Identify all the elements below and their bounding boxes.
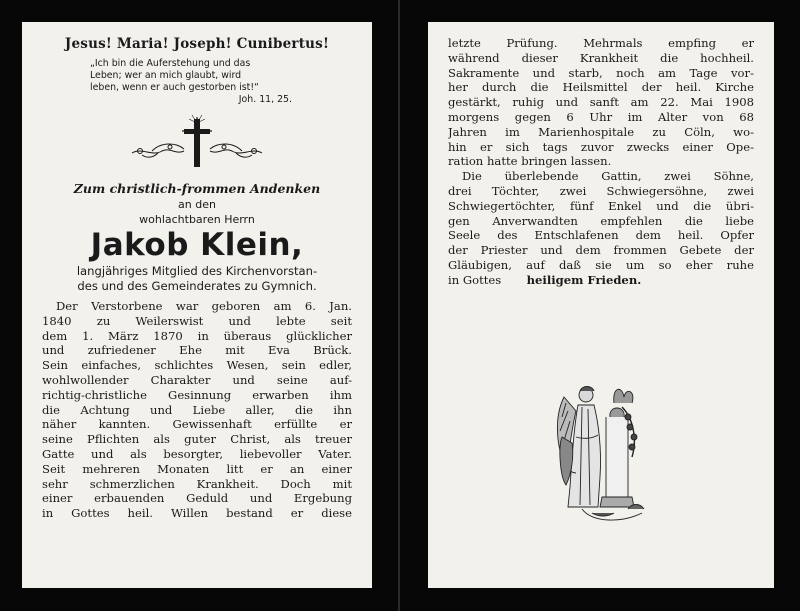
closing-line — [448, 273, 754, 288]
body-line: in Gottes heil. Willen bestand er diese — [42, 506, 352, 521]
header-invocation: Jesus! Maria! Joseph! Cunibertus! — [64, 36, 330, 52]
fold-line — [398, 0, 400, 611]
deceased-name: Jakob Klein, — [90, 227, 304, 263]
body-line: Seele des Entschlafenen dem heil. Opfer — [448, 228, 754, 243]
dedication-line: Zum christlich-frommen Andenken — [73, 181, 321, 196]
body-line: Gläubigen, auf daß sie um so eher ruhe — [448, 257, 754, 272]
roles — [42, 264, 352, 294]
body-line: Sein einfaches, schlichtes Wesen, sein edler, — [42, 358, 352, 373]
family-paragraph — [448, 169, 754, 287]
body-line: und zufriedener Ehe mit Eva Brück. — [42, 343, 352, 358]
body-line: Seit mehreren Monaten litt er an einer — [42, 461, 352, 476]
body-line: Der Verstorbene war geboren am 6. Jan. — [56, 299, 352, 313]
body-line: drei Töchter, zwei Schwiegersöhne, zwei — [448, 183, 754, 198]
body-line: seine Pflichten als guter Christ, als treuer — [42, 432, 352, 447]
angel-urn-icon — [552, 377, 652, 527]
body-line: 1840 zu Weilerswist und lebte seit — [42, 313, 352, 328]
body-line: der Priester und dem frommen Gebete der — [448, 243, 754, 258]
quote-line: „Ich bin die Auferstehung und das — [90, 58, 251, 69]
quote-line: Leben; wer an mich glaubt, wird — [90, 70, 242, 81]
body-line: letzte Prüfung. Mehrmals empfing er — [448, 36, 754, 50]
body-line: Die überlebende Gattin, zwei Söhne, — [462, 169, 754, 184]
closing-prefix: in Gottes — [448, 272, 502, 287]
body-line: her durch die Heilsmittel der heil. Kirche — [448, 80, 754, 95]
roles-line: langjähriges Mitglied des Kirchenvorstan- — [76, 264, 318, 278]
body-line: gen Anverwandten empfehlen die liebe — [448, 213, 754, 228]
body-line: einer erbauenden Geduld und Ergebung — [42, 491, 352, 506]
body-line: sehr schmerzlichen Krankheit. Doch mit — [42, 476, 352, 491]
death-paragraph — [448, 36, 754, 169]
an-den: an den — [178, 198, 216, 211]
body-line: gestärkt, ruhig und sanft am 22. Mai 1908 — [448, 95, 754, 110]
biography — [42, 299, 352, 521]
body-line: hin er sich tags zuvor zwecks einer Ope- — [448, 139, 754, 154]
honorific: wohlachtbaren Herrn — [139, 213, 255, 226]
body-line: näher kannten. Gewissenhaft erfüllte er — [42, 417, 352, 432]
roles-line: des und des Gemeinderates zu Gymnich. — [77, 279, 317, 293]
body-line: richtig-christliche Gesinnung erwarben ihm — [42, 387, 352, 402]
right-card — [428, 22, 774, 588]
body-line: dem 1. März 1870 in überaus glücklicher — [42, 328, 352, 343]
body-line: Sakramente und starb, noch am Tage vor- — [448, 65, 754, 80]
body-line: Schwiegertöchter, fünf Enkel und die übri- — [448, 198, 754, 213]
left-card — [22, 22, 372, 588]
body-line: morgens gegen 6 Uhr im Alter von 68 — [448, 109, 754, 124]
closing-bold: heiligem Frieden. — [526, 272, 642, 287]
body-line: Jahren im Marienhospitale zu Cöln, wo- — [448, 124, 754, 139]
body-line: ration hatte bringen lassen. — [448, 154, 612, 169]
body-line: wohlwollender Charakter und seine auf- — [42, 372, 352, 387]
quote-line: leben, wenn er auch gestorben ist!“ — [90, 82, 259, 93]
body-line: während dieser Krankheit die hochheil. — [448, 50, 754, 65]
bible-quote — [90, 58, 352, 94]
cross-ornament-icon — [122, 111, 272, 171]
body-line: Gatte und als besorgter, liebevoller Vater. — [42, 446, 352, 461]
body-line: die Achtung und Liebe aller, die ihn — [42, 402, 352, 417]
quote-reference: Joh. 11, 25. — [238, 94, 292, 105]
